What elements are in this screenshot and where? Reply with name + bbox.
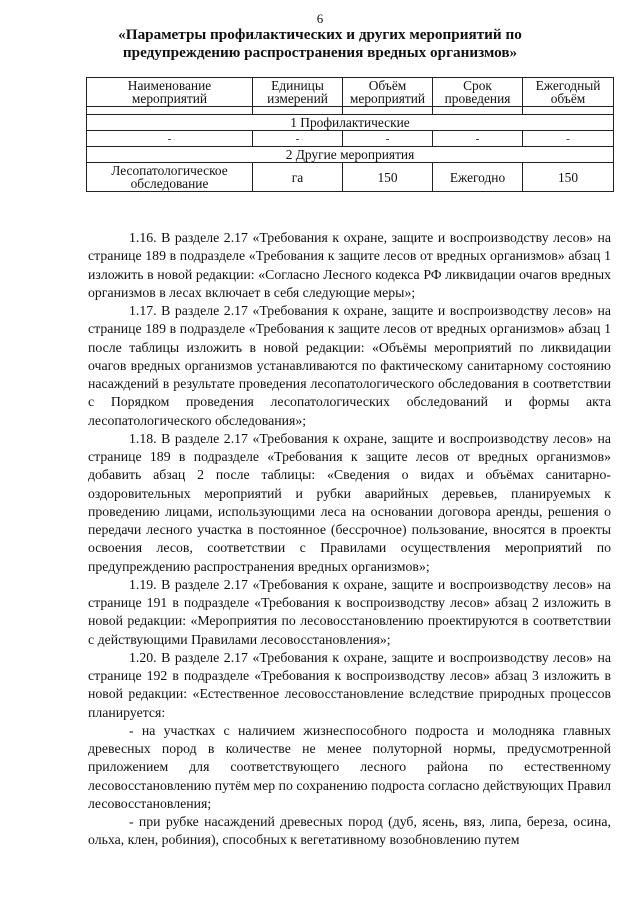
table-row xyxy=(87,163,614,192)
document-title: «Параметры профилактических и других мероприятий по предупреждению распространения вредных организмов» xyxy=(118,26,522,61)
paragraph: 1.19. В разделе 2.17 «Требования к охране, защите и воспроизводству лесов» на странице 191 в подразделе «Требования к воспроизводству лесов» абзац 2 изложить в новой редакции: «Мероприятия по лесовосстановлению проектируются в соответствии с действующими Правилами лесовосстановления»; xyxy=(88,576,611,647)
table-cell: - xyxy=(343,131,433,147)
table-header-row xyxy=(87,78,614,107)
paragraph: - при рубке насаждений древесных пород (дуб, ясень, вяз, липа, береза, осина, ольха, клен, робиния), способных к вегетативному возобновлению путем xyxy=(88,814,611,848)
header-term: Срок проведения xyxy=(433,78,523,107)
table-section-row xyxy=(87,147,614,163)
paragraph: 1.20. В разделе 2.17 «Требования к охране, защите и воспроизводству лесов» на странице 192 в подразделе «Требования к воспроизводству лесов» абзац 3 изложить в новой редакции: «Естественное лесовосстановление вследствие природных процессов планируется: xyxy=(88,649,611,720)
table-cell: 150 xyxy=(343,163,433,192)
paragraph: 1.17. В разделе 2.17 «Требования к охране, защите и воспроизводству лесов» на странице 189 в подразделе «Требования к защите лесов от вредных организмов» абзац 1 после таблицы изложить в новой редакции: «Объёмы мероприятий по ликвидации очагов вредных организмов устанавливаются по фактическому санитарному состоянию насаждений в результате проведения лесопатологического обследования в соответствии с Порядком проведения лесопатологических обследований и формы акта лесопатологического обследования»; xyxy=(88,303,611,428)
header-annual-volume: Ежегодный объём xyxy=(523,78,614,107)
document-body xyxy=(88,229,611,850)
header-unit: Единицы измерений xyxy=(253,78,343,107)
table-cell: - xyxy=(433,131,523,147)
header-volume: Объём мероприятий xyxy=(343,78,433,107)
table-cell: - xyxy=(523,131,614,147)
paragraph: 1.18. В разделе 2.17 «Требования к охране, защите и воспроизводству лесов» на странице 189 в подразделе «Требования к защите лесов от вредных организмов» добавить абзац 2 после таблицы: «Сведения о видах и объёмах санитарно-оздоровительных мероприятий и рубки аварийных деревьев, планируемых к проведению лицами, использующими леса на основании договора аренды, решения о передачи лесного участка в постоянное (бессрочное) пользование, вносятся в проекты освоения лесов, соответствии с Правилами осуществления мероприятий по предупреждению распространения вредных организмов»; xyxy=(88,430,611,574)
page-number: 6 xyxy=(316,11,324,26)
parameters-table xyxy=(86,77,614,192)
table-cell: га xyxy=(253,163,343,192)
section-preventive: 1 Профилактические xyxy=(87,115,614,131)
table-cell: - xyxy=(87,131,253,147)
table-cell: Ежегодно xyxy=(433,163,523,192)
table-blank-row xyxy=(87,107,614,115)
paragraph: - на участках с наличием жизнеспособного подроста и молодняка главных древесных пород в количестве не менее полуторной нормы, предусмотренной приложением для соответствующего лесного района по естественному лесовосстановлению путём мер по сохранению подроста согласно действующих Правил лесовосстановления; xyxy=(88,722,611,811)
table-cell: - xyxy=(253,131,343,147)
table-section-row xyxy=(87,115,614,131)
table-cell: 150 xyxy=(523,163,614,192)
section-other: 2 Другие мероприятия xyxy=(87,147,614,163)
table-row xyxy=(87,131,614,147)
table-cell: Лесопатологическое обследование xyxy=(87,163,253,192)
paragraph: 1.16. В разделе 2.17 «Требования к охране, защите и воспроизводству лесов» на странице 189 в подразделе «Требования к защите лесов от вредных организмов» абзац 1 изложить в новой редакции: «Согласно Лесного кодекса РФ ликвидации очагов вредных организмов в лесах включает в себя следующие меры»; xyxy=(88,230,611,300)
header-name: Наименование мероприятий xyxy=(87,78,253,107)
